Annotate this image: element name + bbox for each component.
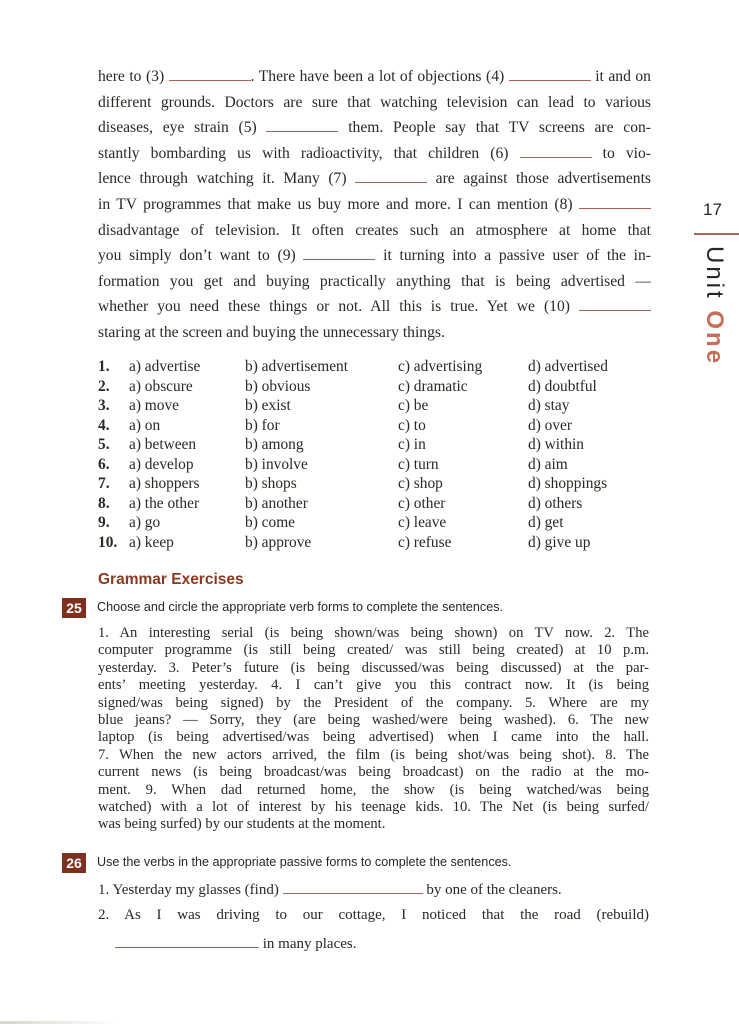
option-c[interactable]: c) shop: [398, 475, 443, 492]
passage-text: stantly bombarding us with radioactivity, that children (6): [98, 144, 520, 162]
exercise-26-sentence-2: 2. As I was driving to our cottage, I noticed that the road (rebuild): [98, 907, 649, 923]
option-d[interactable]: d) stay: [528, 397, 570, 414]
option-b[interactable]: b) advertisement: [245, 358, 348, 375]
passage-text: in TV programmes that make us buy more and more. I can mention (8): [98, 195, 579, 213]
option-a[interactable]: a) develop: [129, 455, 194, 473]
option-b[interactable]: b) approve: [245, 533, 312, 551]
gap-3[interactable]: [169, 67, 251, 81]
option-c[interactable]: c) be: [398, 397, 429, 414]
answer-gap-1[interactable]: [283, 880, 423, 894]
option-a[interactable]: a) obscure: [129, 377, 193, 395]
option-b[interactable]: b) shops: [245, 475, 297, 492]
option-number: 7.: [98, 475, 110, 492]
passage-line: [98, 115, 651, 141]
passage-text: lence through watching it. Many (7): [98, 170, 356, 188]
passage-text: whether you need these things or not. All this is true. Yet we (10): [98, 298, 579, 316]
option-c[interactable]: c) refuse: [398, 533, 452, 551]
option-c[interactable]: c) other: [398, 494, 446, 512]
passage-text: are against those advertisements: [427, 170, 651, 188]
gap-4[interactable]: [509, 67, 591, 81]
exercise-line: was being surfed) by our students at the moment.: [98, 816, 386, 833]
option-b[interactable]: b) obvious: [245, 377, 311, 395]
exercise-number-badge: 25: [62, 598, 86, 618]
gap-5[interactable]: [266, 118, 338, 132]
exercise-line: laptop (is being advertised/was being advertised) when I came into the hall.: [98, 729, 649, 746]
option-number: 9.: [98, 514, 110, 531]
option-c[interactable]: c) dramatic: [398, 377, 468, 395]
sentence-text: in many places.: [259, 936, 357, 952]
option-d[interactable]: d) get: [528, 514, 564, 531]
passage-text: them. People say that TV screens are con-: [338, 119, 652, 137]
passage-text: diseases, eye strain (5): [98, 119, 267, 137]
exercise-number-badge: 26: [62, 853, 86, 873]
option-b[interactable]: b) another: [245, 494, 308, 512]
option-number: 1.: [98, 358, 110, 375]
option-a[interactable]: a) shoppers: [129, 475, 200, 492]
gap-10[interactable]: [579, 297, 651, 311]
exercise-26-sentence-1: [98, 880, 562, 899]
passage-line: formation you get and buying practically anything that is being advertised —: [98, 272, 651, 290]
passage-line: staring at the screen and buying the unnecessary things.: [98, 323, 445, 341]
option-number: 3.: [98, 397, 110, 414]
option-number: 4.: [98, 416, 110, 434]
exercise-line: ment. 9. When dad returned home, the show (is being watched/was being: [98, 781, 649, 798]
unit-label: Unit: [701, 246, 728, 301]
passage-line: [98, 141, 651, 167]
option-b[interactable]: b) exist: [245, 397, 291, 414]
exercise-line: ents’ meeting yesterday. 4. I can’t give you this contract now. It (is being: [98, 677, 649, 694]
option-d[interactable]: d) over: [528, 416, 573, 434]
section-heading: Grammar Exercises: [98, 571, 244, 588]
option-number: 5.: [98, 436, 110, 453]
exercise-26-sentence-2-cont: [115, 934, 356, 953]
reading-passage: [98, 64, 651, 346]
passage-line: [98, 64, 651, 90]
passage-line: [98, 294, 651, 320]
answer-gap-2[interactable]: [115, 934, 259, 948]
exercise-line: blue jeans? — Sorry, they (are being washed/were being washed). 6. The new: [98, 712, 649, 729]
passage-text: you simply don’t want to (9): [98, 247, 304, 265]
option-c[interactable]: c) turn: [398, 455, 439, 473]
passage-line: [98, 243, 651, 269]
passage-text: it turning into a passive user of the in-: [375, 247, 651, 265]
exercise-line: 1. An interesting serial (is being shown/was being shown) on TV now. 2. The: [98, 625, 649, 641]
option-a[interactable]: a) on: [129, 416, 161, 434]
sentence-text: by one of the cleaners.: [422, 882, 562, 898]
option-c[interactable]: c) advertising: [398, 358, 483, 375]
exercise-line: watched) with a lot of interest by his teenage kids. 10. The Net (is being surfed/: [98, 799, 649, 816]
option-number: 6.: [98, 455, 110, 473]
exercise-instruction: Use the verbs in the appropriate passive forms to complete the sentences.: [97, 855, 512, 869]
option-b[interactable]: b) for: [245, 416, 280, 434]
passage-line: [98, 166, 651, 192]
exercise-line: computer programme (is still being created/ was still being created) at 10 p.m.: [98, 642, 649, 659]
passage-text: to vio-: [591, 144, 652, 162]
option-number: 8.: [98, 494, 110, 512]
exercise-line: signed/was being signed) by the President of the company. 5. Where are my: [98, 694, 649, 711]
option-d[interactable]: d) aim: [528, 455, 568, 473]
option-a[interactable]: a) go: [129, 514, 161, 531]
option-d[interactable]: d) within: [528, 436, 585, 453]
passage-text: . There have been a lot of objections (4): [250, 68, 509, 85]
option-a[interactable]: a) keep: [129, 533, 174, 551]
passage-line: [98, 192, 651, 218]
option-b[interactable]: b) come: [245, 514, 295, 531]
option-d[interactable]: d) shoppings: [528, 475, 608, 492]
gap-6[interactable]: [520, 144, 592, 158]
option-d[interactable]: d) advertised: [528, 358, 608, 375]
exercise-instruction: Choose and circle the appropriate verb forms to complete the sentences.: [97, 600, 504, 614]
passage-text: here to (3): [98, 68, 169, 85]
exercise-line: current news (is being broadcast/was being broadcast) on the radio at the mo-: [98, 764, 649, 781]
option-c[interactable]: c) to: [398, 416, 426, 434]
page-number: 17: [703, 200, 722, 219]
option-number: 10.: [98, 533, 118, 551]
gap-7[interactable]: [355, 169, 427, 183]
exercise-25-text: [98, 625, 649, 834]
option-number: 2.: [98, 377, 110, 395]
option-c[interactable]: c) leave: [398, 514, 447, 531]
option-a[interactable]: a) advertise: [129, 358, 201, 375]
option-a[interactable]: a) the other: [129, 494, 200, 512]
option-a[interactable]: a) move: [129, 397, 179, 414]
passage-text: it and on: [590, 68, 651, 85]
option-d[interactable]: d) give up: [528, 533, 591, 551]
side-divider: [694, 233, 739, 235]
gap-9[interactable]: [303, 246, 375, 260]
passage-line: different grounds. Doctors are sure that watching television can lead to various: [98, 93, 651, 111]
exercise-line: yesterday. 3. Peter’s future (is being discussed/was being discussed) at the par-: [98, 659, 649, 676]
option-b[interactable]: b) among: [245, 436, 304, 453]
sentence-text: 1. Yesterday my glasses (find): [98, 882, 283, 898]
option-c[interactable]: c) in: [398, 436, 426, 453]
option-a[interactable]: a) between: [129, 436, 197, 453]
passage-line: disadvantage of television. It often creates such an atmosphere at home that: [98, 221, 651, 239]
unit-number-label: One: [701, 310, 728, 367]
option-b[interactable]: b) involve: [245, 455, 308, 473]
unit-tab: [700, 246, 728, 366]
gap-8[interactable]: [579, 195, 651, 209]
option-d[interactable]: d) others: [528, 494, 583, 512]
exercise-line: 7. When the new actors arrived, the film (is being shot/was being shot). 8. The: [98, 746, 649, 763]
option-d[interactable]: d) doubtful: [528, 377, 597, 395]
